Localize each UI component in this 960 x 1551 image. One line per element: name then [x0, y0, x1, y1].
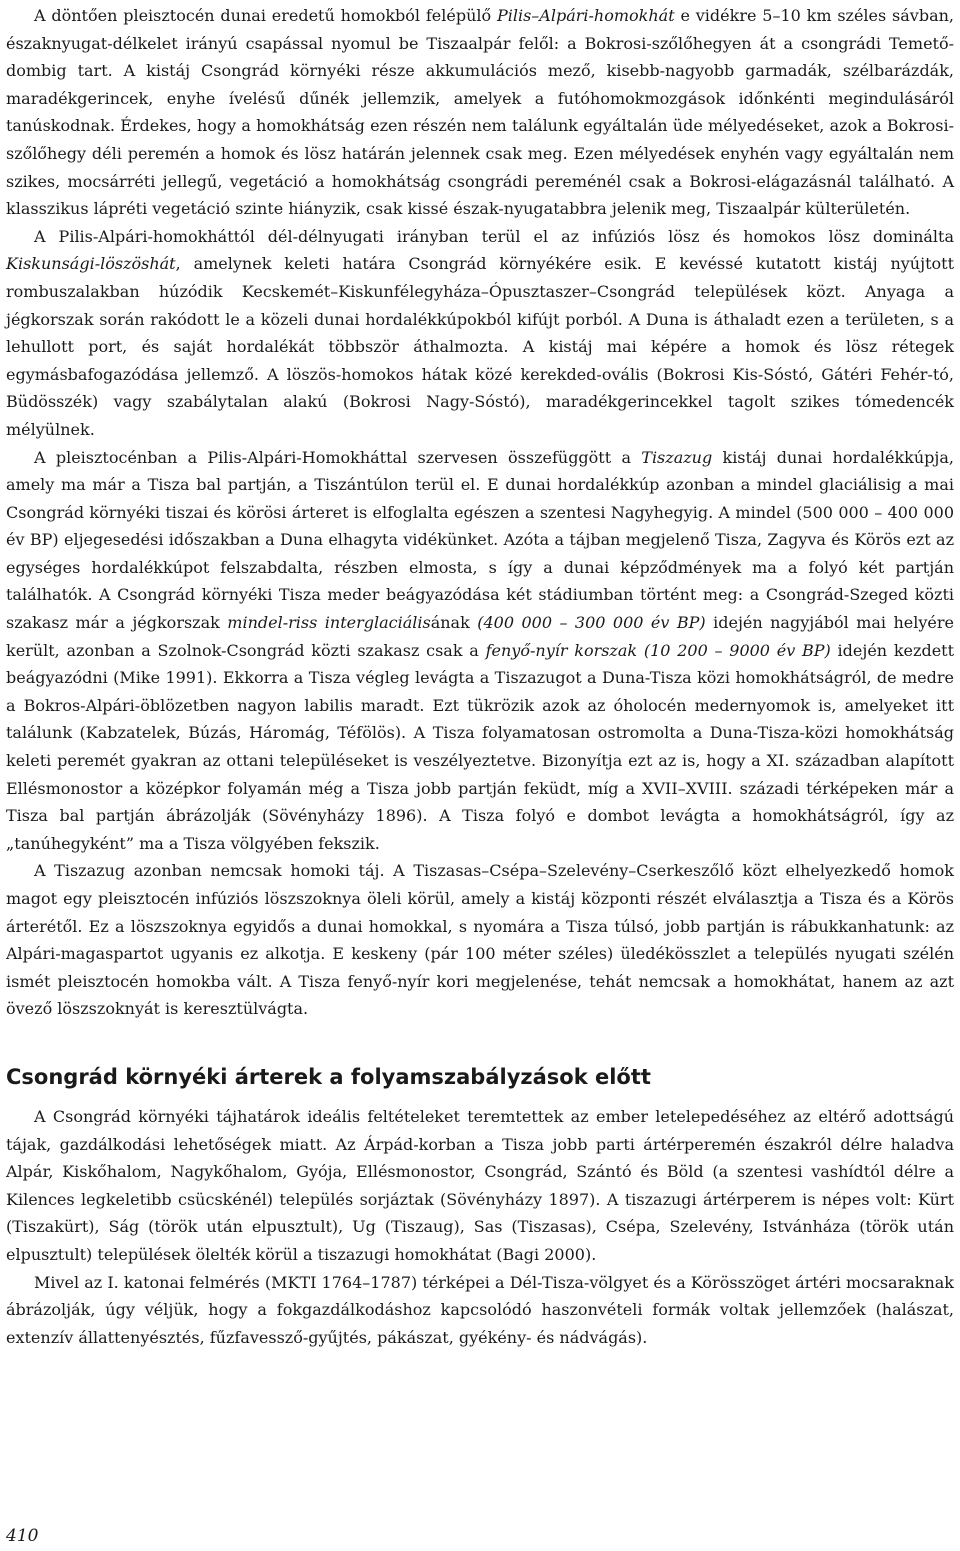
text-run: A Pilis-Alpári-homokháttól dél-délnyugati irányban terül el az infúziós lösz és homokos lösz dominálta: [34, 226, 954, 246]
text-run: , amelynek keleti határa Csongrád környékére esik. E kevéssé kutatott kistáj nyújtott rombuszalakban húzódik Kecskemét–Kiskunfélegyháza–Ópusztaszer–Csongrád települések közt. Anyaga a jégkorszak során rakódott le a közeli dunai hordalékkúpokból kifújt porból. A Duna is áthaladt ezen a területen, s a lehullott port, és saját hordalékát többször áthalmozta. A kistáj mai képére a homok és lösz rétegek egymásbafogazódása jellemző. A löszös-homokos hátak közé kerekded-ovális (Bokrosi Kis-Sóstó, Gátéri Fehér-tó, Büdösszék) vagy szabálytalan alakú (Bokrosi Nagy-Sóstó), maradékgerincekkel tagolt szikes tómedencék mélyülnek.: [6, 254, 954, 439]
document-page: [6, 0, 954, 1351]
italic-text: Pilis–Alpári-homokhát: [496, 6, 675, 25]
section-heading: Csongrád környéki árterek a folyamszabályzások előtt: [6, 1064, 651, 1089]
italic-text: fenyő-nyír korszak (10 200 – 9000 év BP): [485, 640, 831, 660]
italic-text: mindel-riss interglaciális: [227, 613, 431, 633]
italic-text: Tiszazug: [641, 447, 713, 467]
section-body-2: [6, 1103, 954, 1351]
text-run: kistáj dunai hordalékkúpja, amely ma már a Tisza bal partján, a Tiszántúlon terül el. E dunai hordalékkúp azonban a mindel glaciálisig a mai Csongrád környéki tiszai és körösi árteret is elfoglalta egészen a szentesi Nagyhegyig. A mindel (500 000 – 400 000 év BP) eljegesedési időszakban a Duna elhagyta vidékünket. Azóta a tájban megjelenő Tisza, Zagyva és Körös ezt az egységes hordalékkúpot felszabdalta, részben elmosta, s így a dunai képződmények ma a folyó két partján találhatók. A Csongrád környéki Tisza meder beágyazódása két stádiumban történt meg: a Csongrád-Szeged közti szakasz már a jégkorszak: [6, 447, 954, 633]
paragraph: [6, 857, 954, 1023]
text-run: A döntően pleisztocén dunai eredetű homokból felépülő: [34, 6, 497, 25]
page-number: 410: [6, 1526, 39, 1546]
paragraph: [6, 1103, 954, 1269]
section-heading-wrap: [6, 1023, 954, 1103]
text-run: idején kezdett beágyazódni (Mike 1991). Ekkorra a Tisza végleg levágta a Tiszazugot a Duna-Tisza közi homokhátságról, de medre a Bokros-Alpári-öblözetben nagyon labilis maradt. Ezt tükrözik azok az óholocén medernyomok is, amelyeket itt találunk (Kabzatelek, Búzás, Háromág, Téfölös). A Tisza folyamatosan ostromolta a Duna-Tisza-közi homokhátság keleti peremét gyakran az ottani településeket is veszélyeztetve. Bizonyítja ezt az is, hogy a XI. században alapított Ellésmonostor a középkor folyamán még a Tisza jobb partján feküdt, míg a XVII–XVIII. századi térképeken már a Tisza bal partján ábrázolják (Sövényházy 1896). A Tisza folyó e dombot levágta a homokhátságról, így az „tanúhegyként” ma a Tisza völgyében fekszik.: [6, 640, 955, 853]
paragraph: [6, 223, 954, 444]
text-run: idején nagyjából mai helyére került, azonban a Szolnok-Csongrád közti szakasz csak a: [6, 613, 954, 660]
text-run: ának: [430, 613, 478, 633]
text-run: Mivel az I. katonai felmérés (MKTI 1764–1787) térképei a Dél-Tisza-völgyet és a Körösszöget ártéri mocsaraknak ábrázolják, úgy véljük, hogy a fokgazdálkodáshoz kapcsolódó haszonvételi formák voltak jellemzőek (halászat, extenzív állattenyésztés, fűzfavessző-gyűjtés, pákászat, gyékény- és nádvágás).: [6, 1272, 954, 1347]
italic-text: (400 000 – 300 000 év BP): [477, 613, 706, 633]
text-run: e vidékre 5–10 km széles sávban, északnyugat-délkelet irányú csapással nyomul be Tiszaalpár felől: a Bokrosi-szőlőhegyen át a csongrádi Temető-dombig tart. A kistáj Csongrád környéki része akkumulációs mező, kisebb-nagyobb garmadák, szélbarázdák, maradékgerincek, enyhe ívelésű dűnék jellemzik, amelyek a futóhomokmozgások időnkénti megindulásáról tanúskodnak. Érdekes, hogy a homokhátság ezen részén nem találunk egyáltalán üde mélyedéseket, azok a Bokrosi-szőlőhegy déli peremén a homok és lösz határán jelennek csak meg. Ezen mélyedések enyhén vagy egyáltalán nem szikes, mocsárréti jellegű, vegetáció a homokhátság csongrádi pereménél csak a Bokrosi-elágazásnál található. A klasszikus lápréti vegetáció szinte hiányzik, csak kissé észak-nyugatabbra jelenik meg, Tiszaalpár külterületén.: [6, 6, 955, 219]
text-run: A pleisztocénban a Pilis-Alpári-Homokháttal szervesen összefüggött a: [34, 447, 642, 467]
paragraph: [6, 0, 954, 223]
text-run: A Tiszazug azonban nemcsak homoki táj. A Tiszasas–Csépa–Szelevény–Cserkeszőlő közt elhelyezkedő homok magot egy pleisztocén infúziós löszszoknya öleli körül, amely a kistáj központi részét elválasztja a Tisza és a Körös árterétől. Ez a löszszoknya egyidős a dunai homokkal, s nyomára a Tisza túlsó, jobb partján is rábukkanhatunk: az Alpári-magaspartot ugyanis ez alkotja. E keskeny (pár 100 méter széles) üledékösszlet a település nyugati szélén ismét pleisztocén homokba vált. A Tisza fenyő-nyír kori megjelenése, tehát nemcsak a homokhátat, hanem az azt övező löszszoknyát is keresztülvágta.: [6, 861, 954, 1019]
paragraph: [6, 1269, 954, 1352]
paragraph: [6, 444, 954, 858]
section-body-1: [6, 0, 954, 1023]
italic-text: Kiskunsági-löszöshát: [6, 254, 176, 274]
text-run: A Csongrád környéki tájhatárok ideális feltételeket teremtettek az ember letelepedéséhez az eltérő adottságú tájak, gazdálkodási lehetőségek miatt. Az Árpád-korban a Tisza jobb parti ártérperemén északról délre haladva Alpár, Kiskőhalom, Nagykőhalom, Gyója, Ellésmonostor, Csongrád, Szántó és Böld (a szentesi vashídtól délre a Kilences legkeletibb csücskénél) település sorjáztak (Sövényházy 1897). A tiszazugi ártérperem is népes volt: Kürt (Tiszakürt), Ság (török után elpusztult), Ug (Tiszaug), Sas (Tiszasas), Csépa, Szelevény, Istvánháza (török után elpusztult) települések ölelték körül a tiszazugi homokhátat (Bagi 2000).: [6, 1106, 954, 1264]
